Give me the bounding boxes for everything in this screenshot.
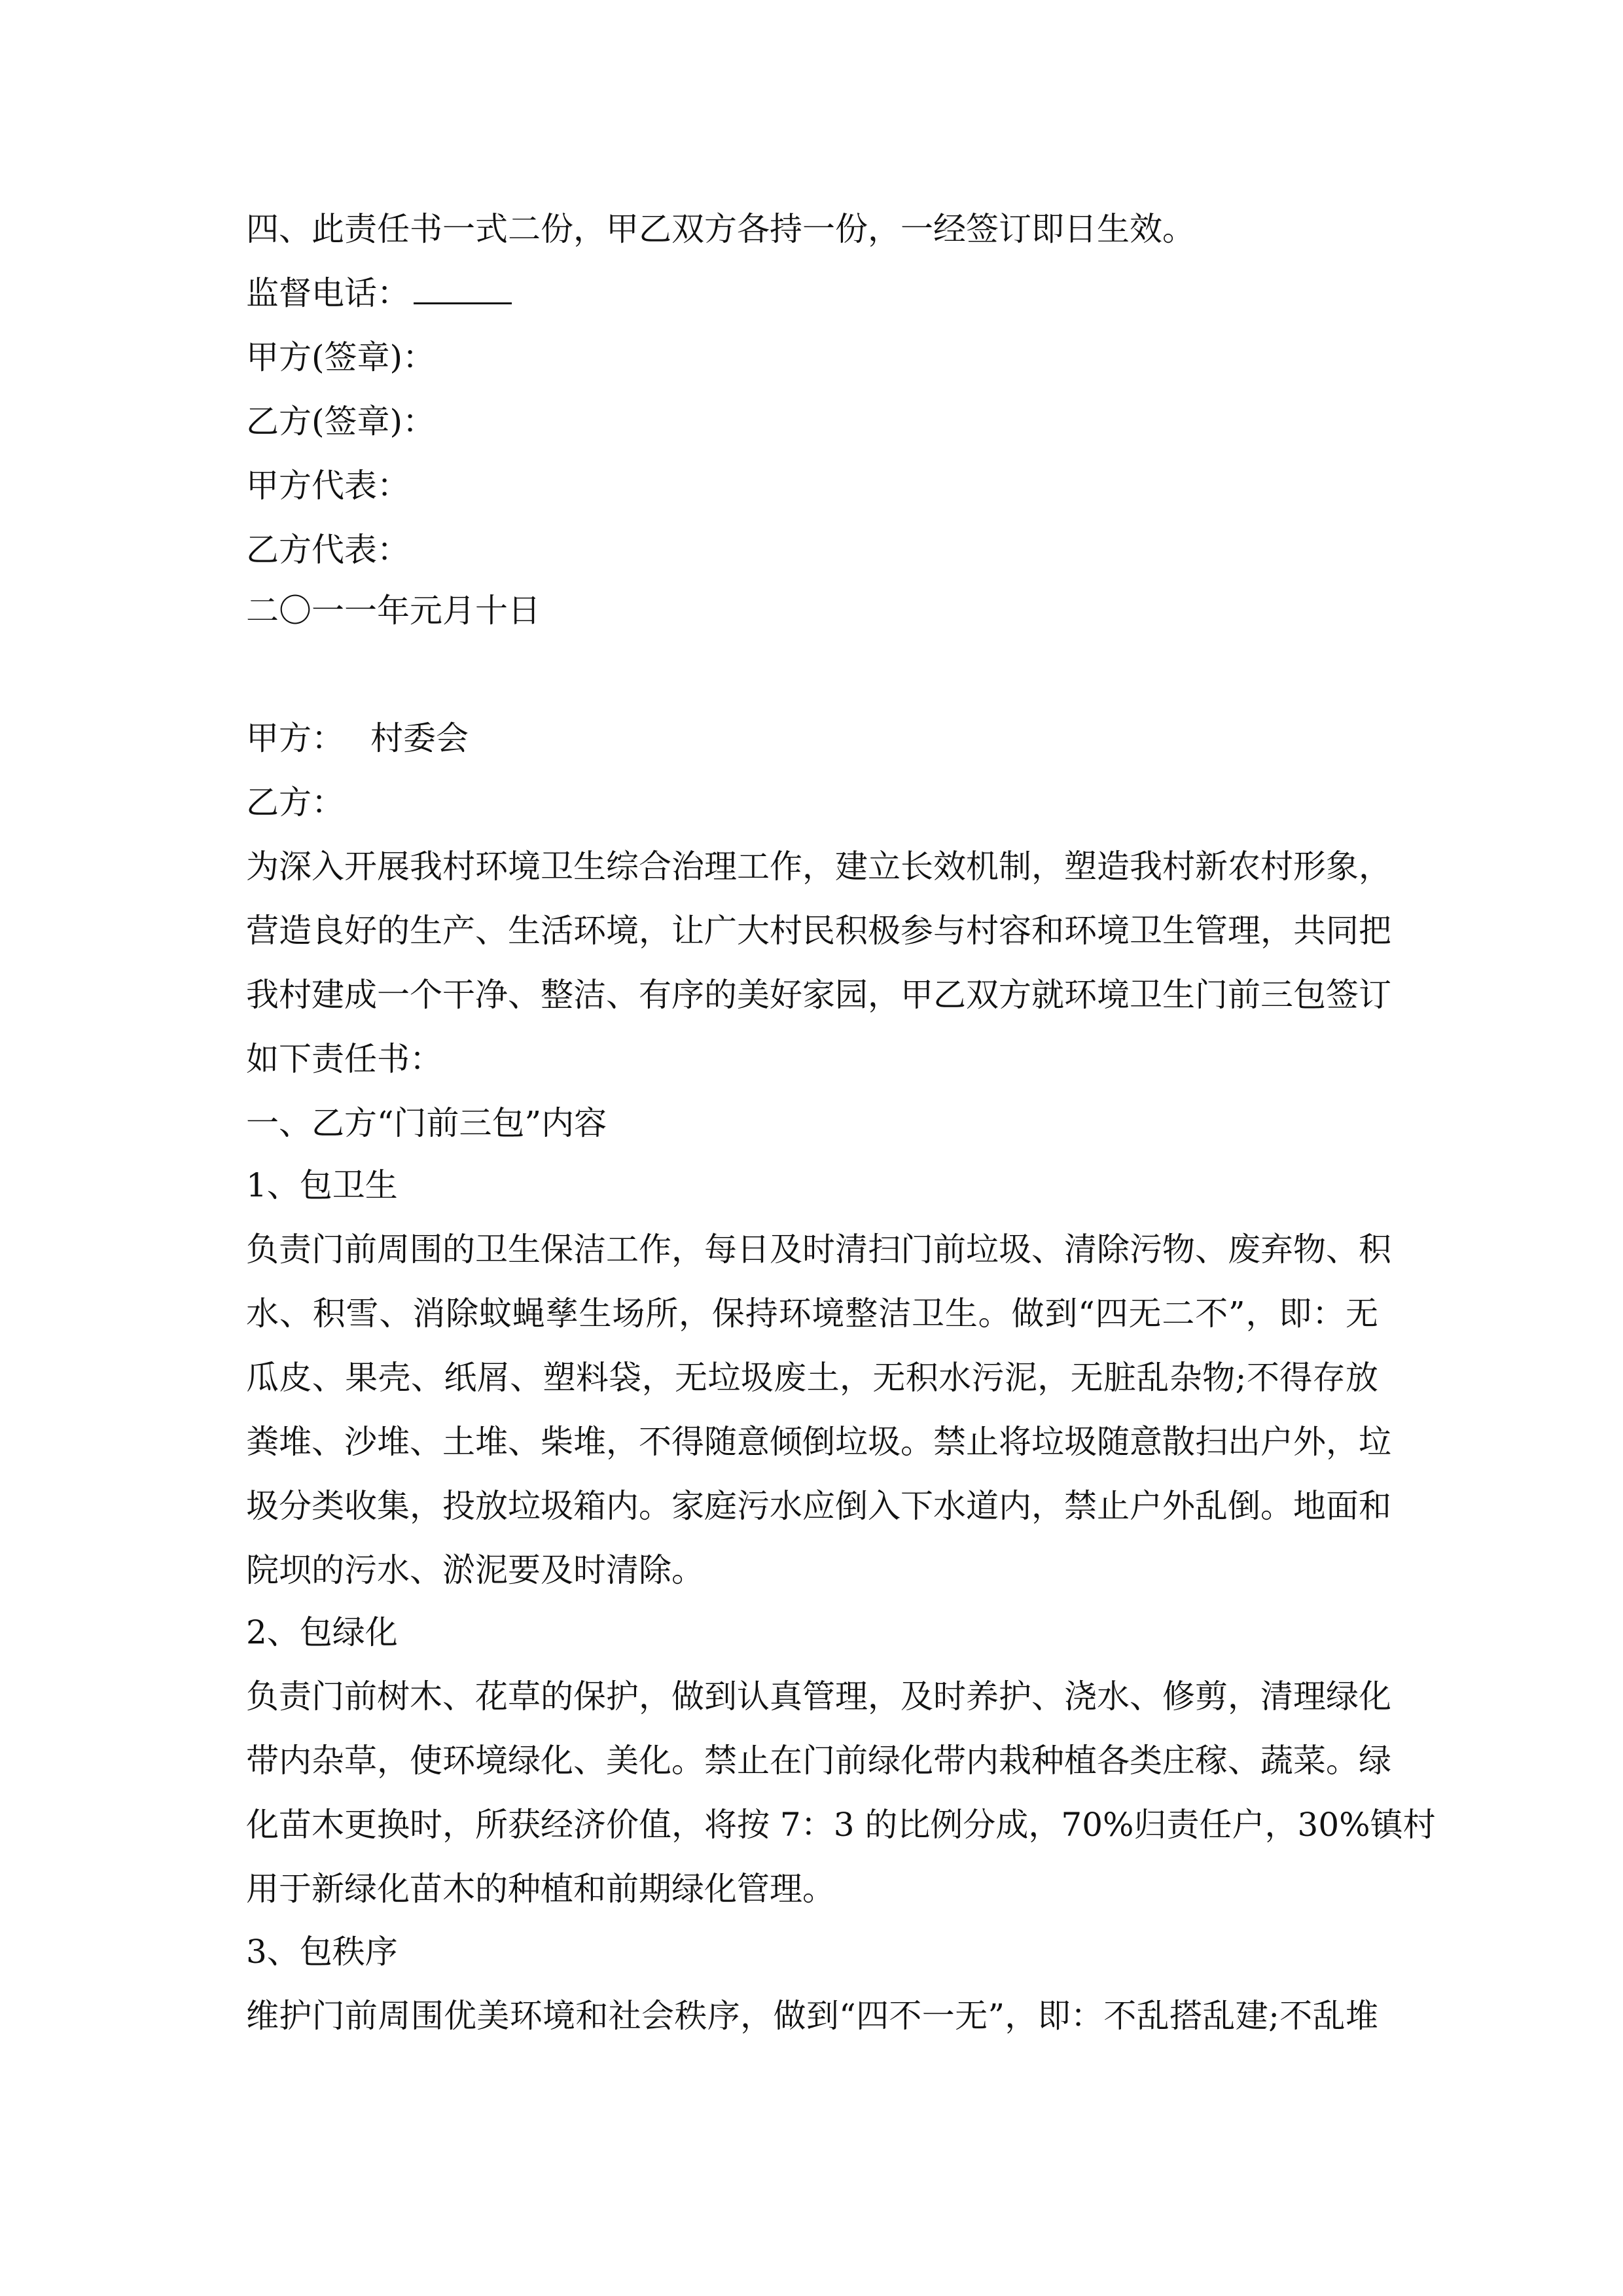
supervision-phone-line [246, 274, 512, 313]
closing-item-4: 四、此责任书一式二份，甲乙双方各持一份，一经签订即日生效。 [246, 210, 1195, 248]
item-1-line-5: 圾分类收集，投放垃圾箱内。家庭污水应倒入下水道内，禁止户外乱倒。地面和 [246, 1487, 1391, 1525]
item-3-title: 3、包秩序 [246, 1933, 398, 1971]
item-2-title: 2、包绿化 [246, 1613, 398, 1651]
item-2-line-4: 用于新绿化苗木的种植和前期绿化管理。 [246, 1870, 835, 1908]
item-1-title: 1、包卫生 [246, 1166, 398, 1204]
supervision-phone-blank [414, 276, 512, 304]
party-a-value: 村委会 [370, 719, 469, 757]
item-2-line-1: 负责门前树木、花草的保护，做到认真管理，及时养护、浇水、修剪，清理绿化 [246, 1677, 1391, 1715]
party-b-seal: 乙方(签章)： [246, 403, 436, 440]
section-1-title: 一、乙方“门前三包”内容 [246, 1104, 607, 1142]
item-1-line-4: 粪堆、沙堆、土堆、柴堆，不得随意倾倒垃圾。禁止将垃圾随意散扫出户外，垃 [246, 1423, 1391, 1461]
item-1-line-2: 水、积雪、消除蚊蝇孳生场所，保持环境整洁卫生。做到“四无二不”，即：无 [246, 1295, 1378, 1333]
item-1-line-3: 瓜皮、果壳、纸屑、塑料袋，无垃圾废土，无积水污泥，无脏乱杂物;不得存放 [246, 1359, 1378, 1397]
item-1-line-1: 负责门前周围的卫生保洁工作，每日及时清扫门前垃圾、清除污物、废弃物、积 [246, 1230, 1391, 1268]
intro-line-3: 我村建成一个干净、整洁、有序的美好家园，甲乙双方就环境卫生门前三包签订 [246, 976, 1391, 1014]
supervision-phone-label: 监督电话： [246, 274, 410, 312]
party-b-label: 乙方： [246, 783, 344, 821]
item-3-line-1: 维护门前周围优美环境和社会秩序，做到“四不一无”，即：不乱搭乱建;不乱堆 [246, 1997, 1378, 2035]
item-2-line-2: 带内杂草，使环境绿化、美化。禁止在门前绿化带内栽种植各类庄稼、蔬菜。绿 [246, 1742, 1391, 1780]
signing-date: 二〇一一年元月十日 [246, 592, 541, 630]
party-a-line [246, 719, 469, 758]
party-a-label: 甲方： [246, 719, 344, 757]
item-1-line-6: 院坝的污水、淤泥要及时清除。 [246, 1551, 704, 1589]
party-a-seal: 甲方(签章)： [246, 338, 436, 376]
intro-line-4: 如下责任书： [246, 1040, 442, 1078]
intro-line-1: 为深入开展我村环境卫生综合治理工作，建立长效机制，塑造我村新农村形象， [246, 848, 1391, 886]
intro-line-2: 营造良好的生产、生活环境，让广大村民积极参与村容和环境卫生管理，共同把 [246, 912, 1391, 950]
party-b-representative: 乙方代表： [246, 531, 410, 569]
item-2-line-3: 化苗木更换时，所获经济价值，将按 7：3 的比例分成，70%归责任户，30%镇村 [246, 1806, 1436, 1844]
party-a-representative: 甲方代表： [246, 467, 410, 505]
